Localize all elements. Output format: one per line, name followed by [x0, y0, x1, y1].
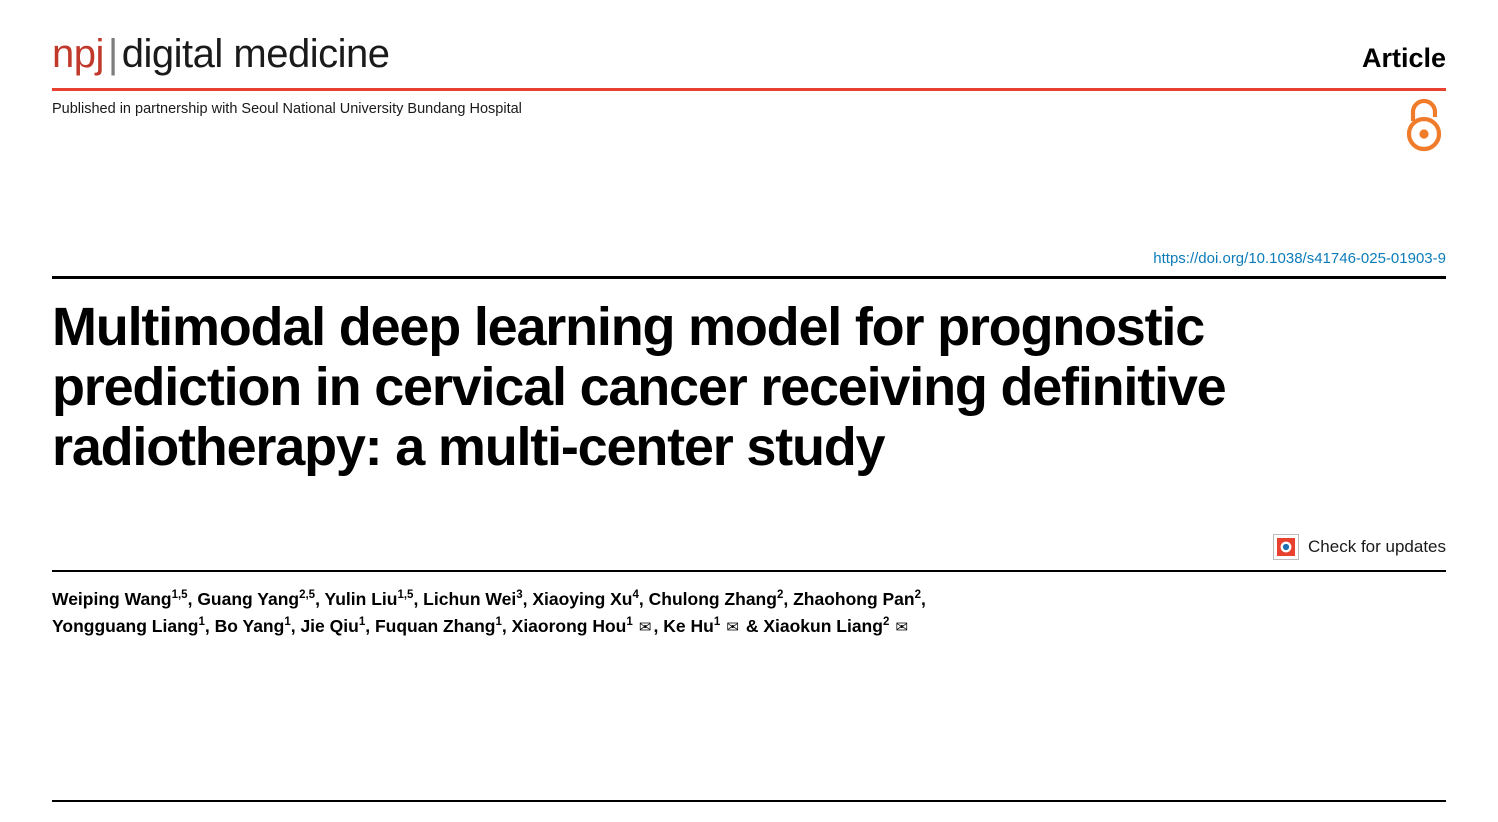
author-name[interactable]: Yongguang Liang	[52, 615, 199, 636]
author-name[interactable]: Chulong Zhang	[648, 588, 777, 609]
corresponding-author-envelope-icon[interactable]: ✉	[722, 618, 739, 636]
partnership-statement: Published in partnership with Seoul National University Bundang Hospital	[52, 101, 522, 117]
author-name[interactable]: Yulin Liu	[324, 588, 398, 609]
authors-top-rule	[52, 570, 1446, 572]
open-access-icon	[1402, 91, 1446, 158]
article-type-label: Article	[1361, 43, 1446, 73]
masthead	[52, 0, 1446, 74]
author-affiliation-marker[interactable]: 2	[914, 588, 922, 601]
author-line-2: Yongguang Liang$^1$, Bo Yang$^1$, Jie Qiu$^1$, Fuquan Zhang$^1$, Xiaorong Hou$^1$ ✉ , Ke Hu$^1$ ✉ & Xiaokun Liang$^2$ ✉	[52, 615, 909, 636]
author-affiliation-marker[interactable]: 2,5	[299, 588, 316, 601]
author-name[interactable]: Fuquan Zhang	[374, 615, 496, 636]
page-title: Multimodal deep learning model for prognostic prediction in cervical cancer receiving definitive radiotherapy: a multi-center study	[52, 296, 1226, 478]
author-name[interactable]: Jie Qiu	[300, 615, 359, 636]
crossmark-updates-icon[interactable]	[1273, 534, 1299, 560]
updates-badge[interactable]	[1273, 534, 1446, 560]
author-affiliation-marker[interactable]: 1	[198, 615, 205, 628]
title-top-rule	[52, 276, 1446, 279]
doi-link[interactable]: https://doi.org/10.1038/s41746-025-01903-9	[1153, 250, 1446, 267]
author-name[interactable]: Ke Hu	[663, 615, 714, 636]
author-affiliation-marker[interactable]: 2	[776, 588, 784, 601]
doi-row	[52, 250, 1446, 268]
author-affiliation-marker[interactable]: 1	[284, 615, 291, 628]
check-for-updates[interactable]	[52, 534, 1446, 560]
authors-bottom-rule	[52, 800, 1446, 802]
journal-logo-npj: npj	[52, 32, 104, 76]
journal-logo-name: digital medicine	[121, 32, 390, 76]
journal-logo	[52, 34, 389, 74]
author-name[interactable]: Xiaoying Xu	[532, 588, 633, 609]
author-name[interactable]: Bo Yang	[214, 615, 285, 636]
author-affiliation-marker[interactable]: 1	[358, 615, 366, 628]
author-list	[52, 586, 1352, 640]
author-affiliation-marker[interactable]: 3	[516, 588, 523, 601]
corresponding-author-envelope-icon[interactable]: ✉	[891, 618, 909, 636]
author-affiliation-marker[interactable]: 1	[495, 615, 502, 628]
author-name[interactable]: Lichun Wei	[423, 588, 517, 609]
author-name[interactable]: Zhaohong Pan	[793, 588, 915, 609]
author-affiliation-marker[interactable]: 4	[632, 588, 639, 601]
journal-logo-divider: |	[107, 32, 118, 76]
updates-label: Check for updates	[1308, 536, 1446, 556]
corresponding-author-envelope-icon[interactable]: ✉	[634, 618, 652, 636]
author-affiliation-marker[interactable]: 1,5	[397, 588, 414, 601]
author-affiliation-marker[interactable]: 1	[626, 615, 633, 628]
author-line-1: Weiping Wang$^{1,5}$, Guang Yang$^{2,5}$, Yulin Liu$^{1,5}$, Lichun Wei$^3$, Xiaoying Xu$^4$, Chulong Zhang$^2$, Zhaohong Pan$^2$,	[52, 588, 926, 609]
author-affiliation-marker[interactable]: 2	[882, 615, 890, 628]
author-name[interactable]: Xiaorong Hou	[511, 615, 627, 636]
author-name[interactable]: Weiping Wang	[52, 588, 172, 609]
author-name[interactable]: Xiaokun Liang	[763, 615, 883, 636]
partnership-row	[52, 91, 1446, 158]
author-name[interactable]: Guang Yang	[197, 588, 300, 609]
author-affiliation-marker[interactable]: 1	[713, 615, 721, 628]
author-affiliation-marker[interactable]: 1,5	[171, 588, 188, 601]
